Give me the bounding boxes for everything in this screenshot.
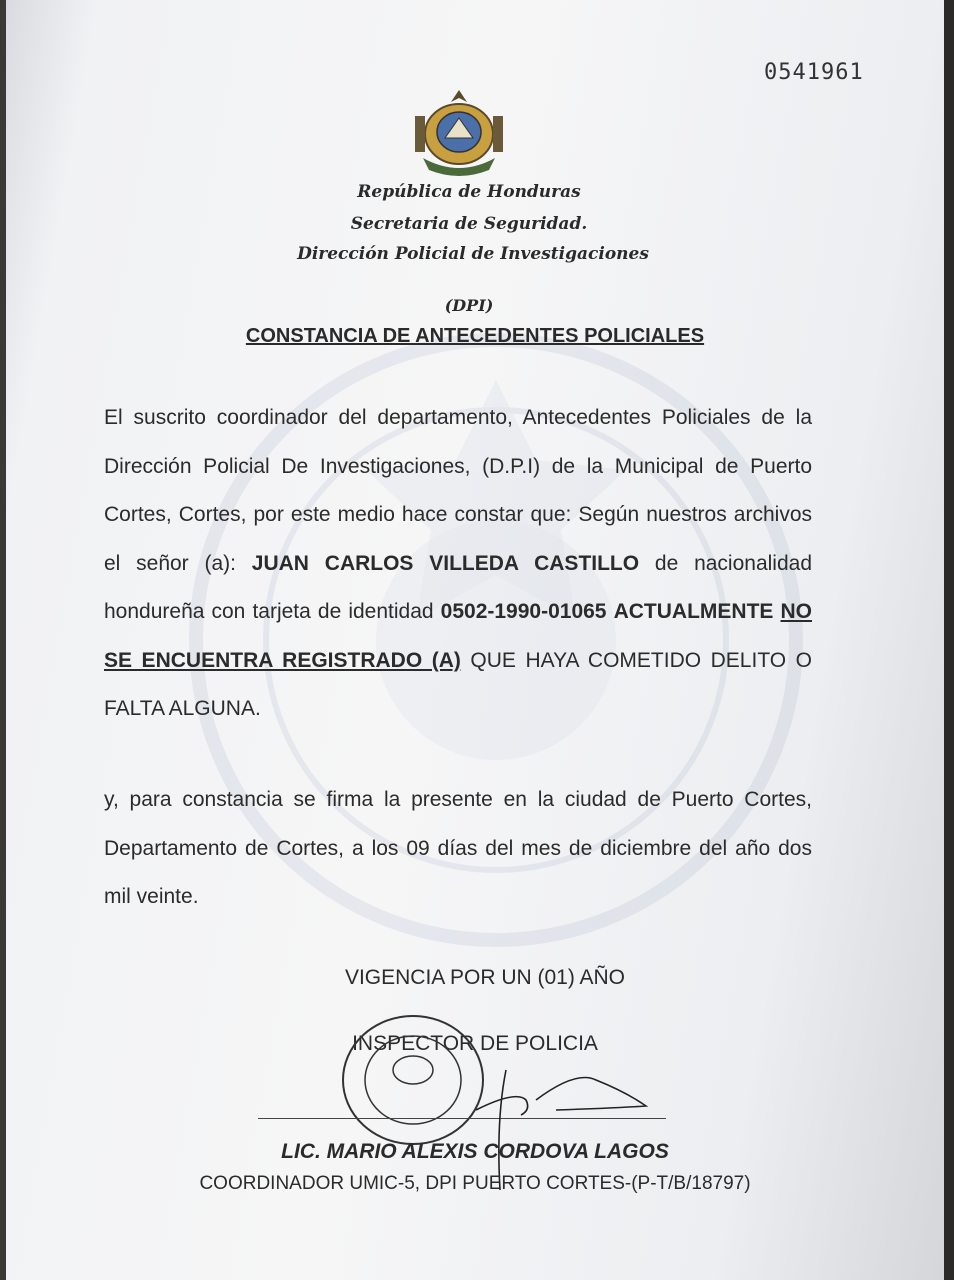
signatory-position: COORDINADOR UMIC-5, DPI PUERTO CORTES-(P-T/B/18797)	[199, 1173, 751, 1194]
identity-number: 0502-1990-01065	[440, 600, 607, 623]
document-page	[6, 0, 944, 1280]
paragraph-text-1: El suscrito coordinador del departamento, Antecedentes Policiales de la Dirección Policial De Investigaciones, (D.P.I) de la Municipal de Puerto Cortes, Cortes, por este medio hace constar que: Según nuestros archivos el señor (a):	[104, 406, 812, 575]
honduras-coat-of-arms-icon	[409, 86, 509, 176]
header-secretariat: Secretaria de Seguridad.	[350, 214, 588, 234]
certificate-paragraph	[104, 394, 812, 734]
header-republic: República de Honduras	[357, 182, 581, 202]
status-result: NO SE ENCUENTRA REGISTRADO (A)	[104, 600, 813, 672]
inspector-title: INSPECTOR DE POLICIA	[352, 1032, 598, 1055]
document-title: CONSTANCIA DE ANTECEDENTES POLICIALES	[245, 325, 705, 347]
closing-paragraph: y, para constancia se firma la presente en la ciudad de Puerto Cortes, Departamento de Cortes, a los 09 días del mes de diciembre del año dos mil veinte.	[104, 788, 812, 908]
document-serial-number: 0541961	[764, 60, 864, 85]
validity-note: VIGENCIA POR UN (01) AÑO	[344, 966, 626, 989]
header-directorate: Dirección Policial de Investigaciones	[297, 244, 649, 264]
header-dpi: (DPI)	[444, 296, 494, 315]
paragraph-text-3: QUE HAYA COMETIDO DELITO O FALTA ALGUNA.	[104, 648, 812, 720]
status-label: ACTUALMENTE	[613, 600, 774, 623]
signatory-name: LIC. MARIO ALEXIS CORDOVA LAGOS	[281, 1140, 669, 1163]
paragraph-text-2: de nacionalidad hondureña con tarjeta de identidad	[104, 551, 812, 623]
person-name: JUAN CARLOS VILLEDA CASTILLO	[251, 551, 640, 575]
